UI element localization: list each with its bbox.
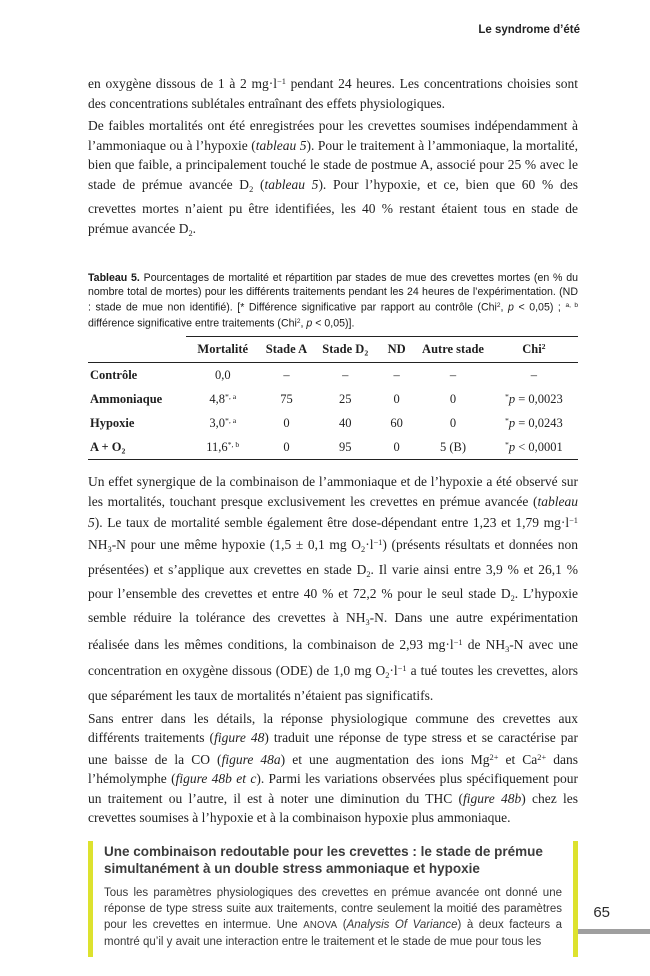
highlight-box-title: Une combinaison redoutable pour les crevettes : le stade de prémue simultanément à un double stress ammoniaque et hypoxie: [104, 843, 543, 876]
table-cell: –: [393, 367, 400, 382]
table-cell: Contrôle: [90, 367, 138, 382]
paragraph: De faibles mortalités ont été enregistrées pour les crevettes soumises indépendamment à l’ammoniaque ou à l’hypoxie (tableau 5). Pour le traitement à l’ammoniaque, la mortalité, bien que faible, a principalement touché le stade de postmue A, associé pour 25 % avec le stade de prémue avancée $D_2$ (tableau 5). Pour l’hypoxie, et ce, bien que 60 % des crevettes mortes n’aient pu être identifiées, les 40 % restant étaient tous en stade de prémue avancée $D_2$.: [88, 118, 578, 238]
table-header-row: [88, 336, 578, 362]
table-caption: Tableau 5. Pourcentages de mortalité et répartition par stades de mue des crevettes mortes (en % du nombre total de mortes) pour les différents traitements pendant les 24 heures de l’expérimentation. (ND : stade de mue non identifié). [* Différence significative par rapport au contrôle (Chi$^2$, p < 0,05) ; $^{a, b}$ différence significative entre traitements (Chi$^2$, p < 0,05)].: [88, 272, 578, 330]
table-cell: –: [449, 367, 457, 382]
table-cell: Hypoxie: [90, 415, 135, 430]
table-cell: 25: [338, 391, 352, 406]
table-cell: *p = 0,0243: [504, 415, 563, 430]
paragraph: Un effet synergique de la combinaison de l’ammoniaque et de l’hypoxie a été observé sur les mortalités, touchant presque exclusivement les crevettes en prémue avancée (tableau 5). Le taux de mortalité semble également être dose-dépendant entre 1,23 et 1,79 $mg\cdot l^{-1}$ $NH_3-N$ pour une même hypoxie (1,5 ± 0,1 mg $O_2\cdot l^{-1}$) (présents résultats et données non présentées) et s’applique aux crevettes en stade $D_2$. Il varie ainsi entre 3,9 % et 26,1 % pour l’ensemble des crevettes et entre 40 % et 72,2 % pour le seul stade $D_2$. L’hypoxie semble réduire la tolérance des crevettes à $NH_3-N$. Dans une autre expérimentation réalisée dans les mêmes conditions, la combinaison de 2,93 $mg\cdot l^{-1}$ de $NH_3-N$ avec une concentration en oxygène dissous (ODE) de 1,0 mg $O_2\cdot l^{-1}$ a tué toutes les crevettes, alors que séparément les taux de mortalités n’étaient pas significatifs.: [88, 474, 579, 704]
table-header-cell: Stade $D_2$: [313, 336, 377, 362]
table-row: [88, 435, 578, 460]
table-cell: 95: [313, 435, 377, 460]
paragraph: Sans entrer dans les détails, la réponse physiologique commune des crevettes aux différents traitements (figure 48) traduit une réponse de type stress et se caractérise par une baisse de la CO (figure 48a) et une augmentation des ions $Mg^{2+}$ et $Ca^{2+}$ dans l’hémolymphe (figure 48b et c). Parmi les variations observées plus spécifiquement pour un traitement ou l’autre, il est à noter une diminution du THC (figure 48b) chez les crevettes soumises à l’hypoxie et à la combinaison hypoxie plus ammoniaque.: [88, 710, 579, 826]
table-cell: 0: [449, 391, 457, 406]
table-cell: –: [530, 367, 537, 382]
footer-rule: [578, 929, 650, 934]
table-cell: $11,6^{*, b}$: [186, 435, 260, 460]
table-cell: 5 (B): [416, 435, 490, 460]
table-cell: Ammoniaque: [90, 391, 163, 406]
table-cell: 0: [449, 415, 457, 430]
page-number: 65: [593, 904, 610, 921]
highlight-box-text: Tous les paramètres physiologiques des crevettes en prémue avancée ont donné une réponse de type stress suite aux traitements, contre seulement la moitié des paramètres pour les crevettes en intermue. Une ANOVA (Analysis Of Variance) à deux facteurs a montré qu’il y avait une interaction entre le traitement et le stade de mue pour tous les: [104, 886, 562, 949]
table-cell: –: [342, 367, 349, 382]
table-header-cell: Autre stade: [416, 336, 490, 362]
table-row: [88, 411, 578, 435]
table-cell: $4,8^{*, a}$: [209, 391, 237, 406]
table-cell: 75: [280, 391, 293, 406]
table-cell: 40: [338, 415, 352, 430]
table-cell: *p = 0,0023: [504, 391, 563, 406]
table-header-cell: Stade A: [260, 336, 314, 362]
table-header-cell: ND: [377, 336, 416, 362]
table-cell: $3,0^{*, a}$: [209, 415, 237, 430]
paragraph: en oxygène dissous de 1 à 2 $mg\cdot l^{-1}$ pendant 24 heures. Les concentrations choisies sont des concentrations sublétales entraînant des effets physiologiques.: [88, 76, 578, 111]
table-cell: *p < 0,0001: [490, 435, 578, 460]
table-cell: –: [283, 367, 290, 382]
text-column: [88, 72, 578, 957]
table-cell: 0: [283, 415, 290, 430]
table-cell: $A + O_2$: [88, 435, 186, 460]
highlight-box: [88, 841, 578, 957]
table-header-cell: [88, 336, 186, 362]
running-title: Le syndrome d’été: [478, 24, 580, 36]
mortality-table: [88, 336, 578, 460]
table-cell: 0: [377, 435, 416, 460]
table-cell: 0: [393, 391, 400, 406]
table-row: [88, 387, 578, 411]
table-cell: 60: [390, 415, 403, 430]
table-cell: 0,0: [214, 367, 231, 382]
table-cell: 0: [260, 435, 314, 460]
table-row: [88, 362, 578, 387]
table-header-cell: Chi$^2$: [490, 336, 578, 362]
table-header-cell: Mortalité: [186, 336, 260, 362]
